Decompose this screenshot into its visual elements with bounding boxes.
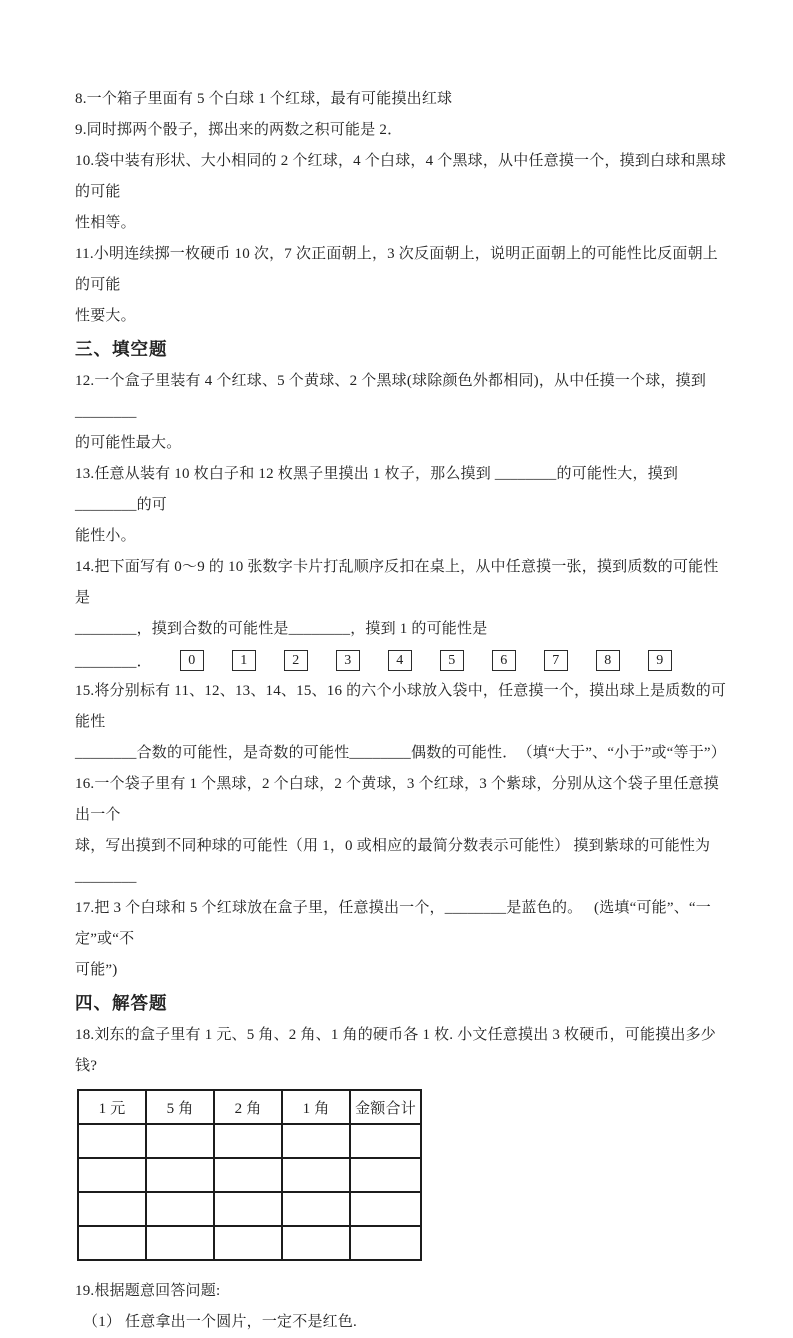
digit-card-1: 1 <box>232 650 256 671</box>
coin-table-empty-row <box>78 1192 421 1226</box>
question-18: 18.刘东的盒子里有 1 元、5 角、2 角、1 角的硬币各 1 枚. 小文任意摸出 3 枚硬币，可能摸出多少钱? <box>75 1027 717 1074</box>
question-10-line-2: 性相等。 <box>75 215 136 231</box>
empty-cell <box>78 1192 146 1226</box>
digit-card-2: 2 <box>284 650 308 671</box>
question-15-line-2: ________合数的可能性，是奇数的可能性________偶数的可能性． （填“大于”、“小于”或“等于”） <box>75 745 726 761</box>
empty-cell <box>282 1124 350 1158</box>
empty-cell <box>78 1226 146 1260</box>
question-16-line-2: 球，写出摸到不同种球的可能性（用 1，0 或相应的最简分数表示可能性） 摸到紫球的可能性为________ <box>75 838 711 885</box>
coin-table-empty-row <box>78 1226 421 1260</box>
question-19-sub-1: （1） 任意拿出一个圆片，一定不是红色. <box>83 1314 358 1330</box>
empty-cell <box>214 1158 282 1192</box>
coin-table-header-1yuan: 1 元 <box>78 1090 146 1124</box>
section-title-answer: 四、解答题 <box>75 993 168 1013</box>
question-15-line-1: 15.将分别标有 11、12、13、14、15、16 的六个小球放入袋中，任意摸一个，摸出球上是质数的可能性 <box>75 683 727 730</box>
empty-cell <box>282 1158 350 1192</box>
question-10-line-1: 10.袋中装有形状、大小相同的 2 个红球，4 个白球，4 个黑球，从中任意摸一个，摸到白球和黑球的可能 <box>75 153 727 200</box>
digit-card-3: 3 <box>336 650 360 671</box>
digit-cards-row <box>75 645 727 676</box>
digit-card-0: 0 <box>180 650 204 671</box>
coin-table-empty-row <box>78 1124 421 1158</box>
empty-cell <box>350 1226 421 1260</box>
empty-cell <box>78 1158 146 1192</box>
question-11-line-2: 性要大。 <box>75 308 136 324</box>
digit-card-6: 6 <box>492 650 516 671</box>
coin-table-header-1jiao: 1 角 <box>282 1090 350 1124</box>
empty-cell <box>78 1124 146 1158</box>
empty-cell <box>282 1226 350 1260</box>
question-12-line-1: 12.一个盒子里装有 4 个红球、5 个黄球、2 个黑球(球除颜色外都相同)，从中任摸一个球，摸到________ <box>75 373 707 420</box>
question-19: 19.根据题意回答问题: <box>75 1283 221 1299</box>
question-12-line-2: 的可能性最大。 <box>75 435 182 451</box>
coin-table-empty-row <box>78 1158 421 1192</box>
empty-cell <box>214 1124 282 1158</box>
question-17-line-1: 17.把 3 个白球和 5 个红球放在盒子里，任意摸出一个，________是蓝色的。 (选填“可能”、“一定”或“不 <box>75 900 711 947</box>
coin-table-header-total: 金额合计 <box>350 1090 421 1124</box>
empty-cell <box>146 1124 214 1158</box>
question-14-line-2: ________，摸到合数的可能性是________，摸到 1 的可能性是 <box>75 621 488 637</box>
empty-cell <box>214 1226 282 1260</box>
digit-card-9: 9 <box>648 650 672 671</box>
coin-table-header-row <box>78 1090 421 1124</box>
digit-card-7: 7 <box>544 650 568 671</box>
empty-cell <box>146 1158 214 1192</box>
question-13-line-1: 13.任意从装有 10 枚白子和 12 枚黑子里摸出 1 枚子，那么摸到 ________的可能性大，摸到________的可 <box>75 466 679 513</box>
empty-cell <box>350 1192 421 1226</box>
coin-table-header-5jiao: 5 角 <box>146 1090 214 1124</box>
question-14-line-1: 14.把下面写有 0～9 的 10 张数字卡片打乱顺序反扣在桌上，从中任意摸一张，摸到质数的可能性是 <box>75 559 719 606</box>
digit-card-8: 8 <box>596 650 620 671</box>
empty-cell <box>146 1226 214 1260</box>
question-11-line-1: 11.小明连续掷一枚硬币 10 次，7 次正面朝上，3 次反面朝上，说明正面朝上的可能性比反面朝上的可能 <box>75 246 718 293</box>
worksheet-page <box>75 84 727 1338</box>
digit-card-4: 4 <box>388 650 412 671</box>
question-16-line-1: 16.一个袋子里有 1 个黑球，2 个白球，2 个黄球，3 个红球，3 个紫球，分别从这个袋子里任意摸出一个 <box>75 776 719 823</box>
empty-cell <box>214 1192 282 1226</box>
question-14-blank: ________． <box>75 654 152 670</box>
section-title-fill-in: 三、填空题 <box>75 339 168 359</box>
question-8: 8.一个箱子里面有 5 个白球 1 个红球，最有可能摸出红球 <box>75 91 453 107</box>
question-9: 9.同时掷两个骰子，掷出来的两数之积可能是 2． <box>75 122 403 138</box>
question-17-line-2: 可能”) <box>75 962 118 978</box>
coin-combination-table <box>77 1089 422 1261</box>
empty-cell <box>146 1192 214 1226</box>
question-13-line-2: 能性小。 <box>75 528 136 544</box>
digit-card-5: 5 <box>440 650 464 671</box>
coin-table-body <box>78 1124 421 1260</box>
empty-cell <box>350 1124 421 1158</box>
empty-cell <box>350 1158 421 1192</box>
coin-table-header-2jiao: 2 角 <box>214 1090 282 1124</box>
empty-cell <box>282 1192 350 1226</box>
